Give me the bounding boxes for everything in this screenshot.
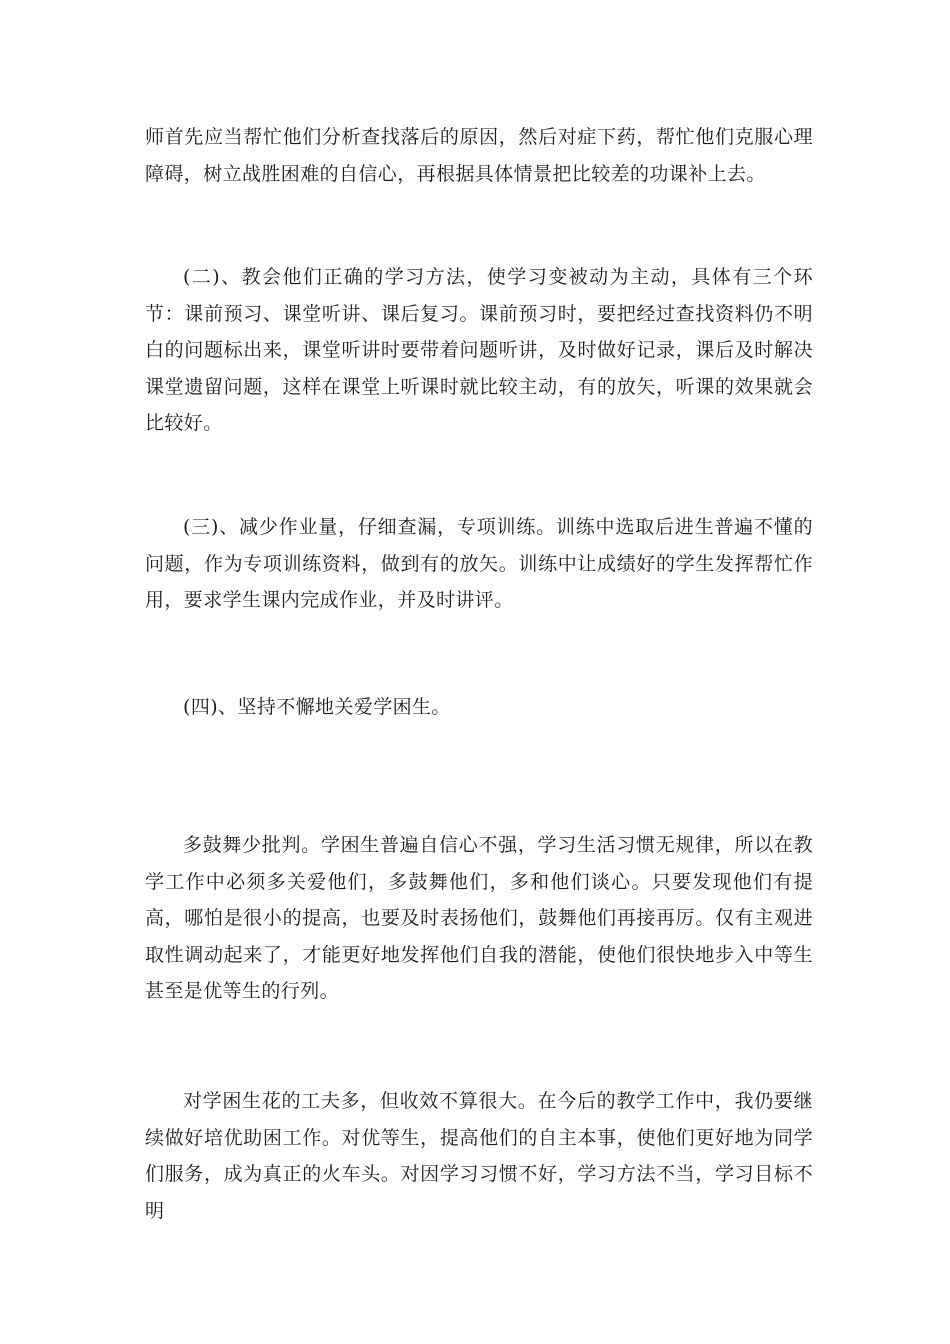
paragraph-method-4-heading: (四)、坚持不懈地关爱学困生。 [183,696,451,718]
paragraph-future-work: 对学困生花的工夫多，但收效不算很大。在今后的教学工作中，我仍要继续做好培优助困工作。对优等生，提高他们的自主本事，使他们更好地为同学们服务，成为真正的火车头。对因学习习惯不好，学习方法不当，学习目标不明 [145,1090,813,1222]
paragraph-encouragement: 多鼓舞少批判。学困生普遍自信心不强，学习生活习惯无规律，所以在教学工作中必须多关爱他们，多鼓舞他们，多和他们谈心。只要发现他们有提高，哪怕是很小的提高，也要及时表扬他们，鼓舞他们再接再厉。仅有主观进取性调动起来了，才能更好地发挥他们自我的潜能，使他们很快地步入中等生甚至是优等生的行列。 [145,834,813,1002]
paragraph-method-3: (三)、减少作业量，仔细查漏，专项训练。训练中选取后进生普遍不懂的问题，作为专项训练资料，做到有的放矢。训练中让成绩好的学生发挥帮忙作用，要求学生课内完成作业，并及时讲评。 [145,516,813,611]
paragraph-method-2: (二)、教会他们正确的学习方法，使学习变被动为主动，具体有三个环节：课前预习、课堂听讲、课后复习。课前预习时，要把经过查找资料仍不明白的问题标出来，课堂听讲时要带着问题听讲，及时做好记录，课后及时解决课堂遗留问题，这样在课堂上听课时就比较主动，有的放矢，听课的效果就会比较好。 [145,266,813,434]
paragraph-continuation: 师首先应当帮忙他们分析查找落后的原因，然后对症下药，帮忙他们克服心理障碍，树立战胜困难的自信心，再根据具体情景把比较差的功课补上去。 [145,126,813,185]
